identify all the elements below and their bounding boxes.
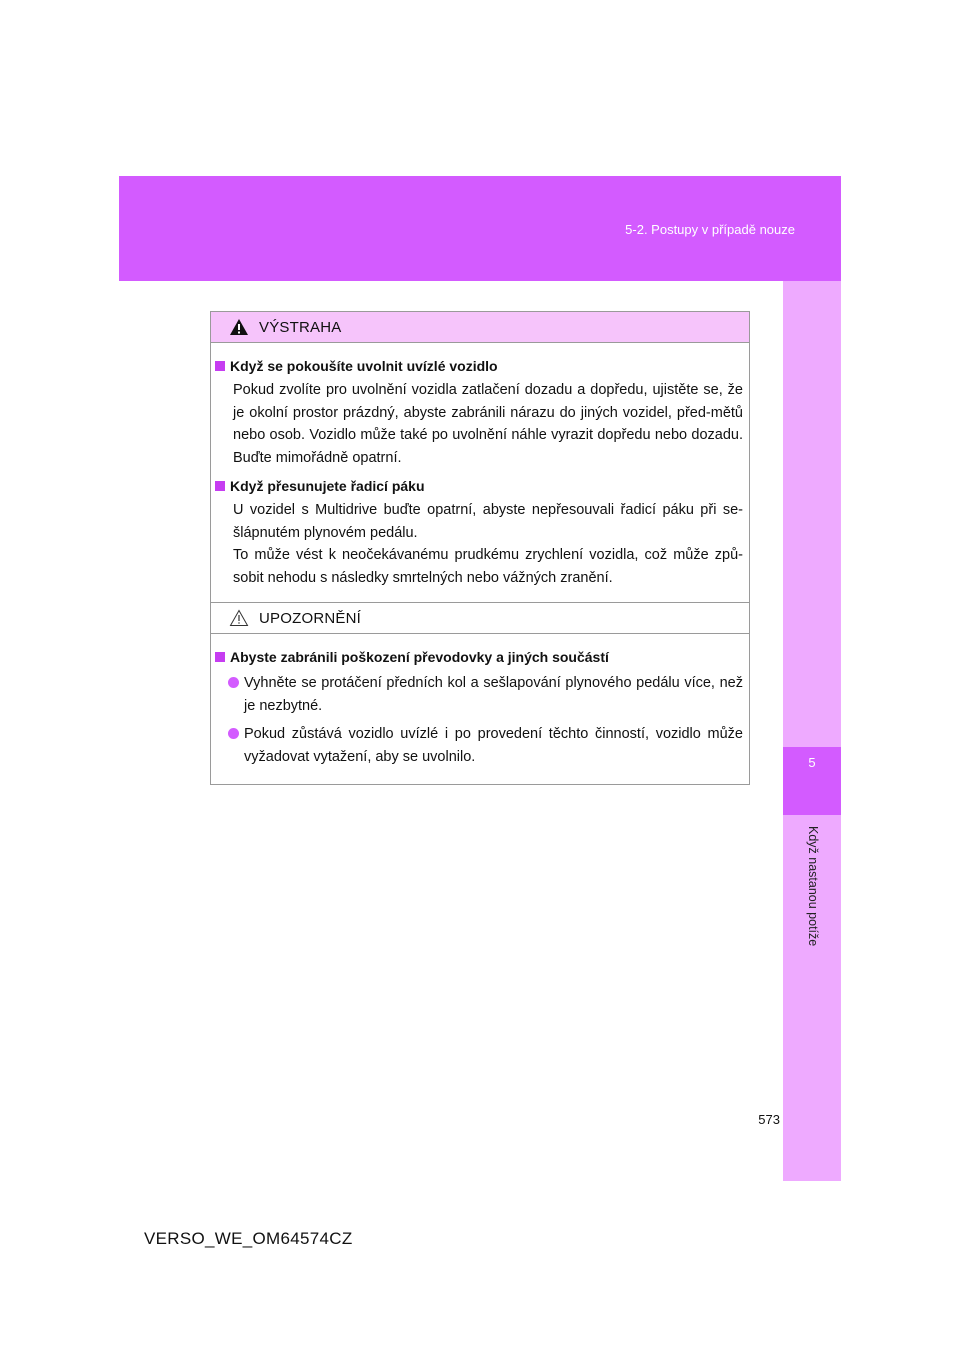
list-item xyxy=(228,723,743,768)
chapter-title: Když nastanou potíže xyxy=(806,826,820,947)
warning-heading: VÝSTRAHA xyxy=(259,318,342,336)
list-item-text: Vyhněte se protáčení předních kol a sešlapování plynového pedálu více, než je nezbytné. xyxy=(244,675,743,714)
warning-box-header xyxy=(211,312,749,343)
circle-bullet-icon xyxy=(228,677,239,688)
square-bullet-icon xyxy=(215,481,225,491)
caution-outline-icon xyxy=(229,609,249,627)
warning-item-text: To může vést k neočekávanému prudkému zrychlení vozidla, což může způ-sobit nehodu s následky smrtelných nebo vážných zranění. xyxy=(233,547,743,586)
warning-item-title xyxy=(215,355,743,377)
header-band xyxy=(119,176,841,281)
caution-item-title-text: Abyste zabránili poškození převodovky a jiných součástí xyxy=(230,649,609,665)
list-item-text: Pokud zůstává vozidlo uvízlé i po provedení těchto činností, vozidlo může vyžadovat vytažení, aby se uvolnilo. xyxy=(244,726,743,765)
circle-bullet-icon xyxy=(228,728,239,739)
square-bullet-icon xyxy=(215,361,225,371)
warning-item-title-text: Když přesunujete řadicí páku xyxy=(230,478,425,494)
caution-box xyxy=(210,602,750,785)
caution-box-header xyxy=(211,603,749,634)
warning-item-title xyxy=(215,475,743,497)
caution-box-body xyxy=(211,634,749,784)
warning-box xyxy=(210,311,750,606)
chapter-number-box xyxy=(783,747,841,815)
document-code: VERSO_WE_OM64574CZ xyxy=(144,1229,353,1248)
list-item xyxy=(228,672,743,717)
warning-filled-icon xyxy=(229,318,249,336)
caution-item-title xyxy=(215,646,743,668)
caution-heading: UPOZORNĚNÍ xyxy=(259,609,362,627)
chapter-side-tab xyxy=(783,281,841,1181)
section-title: 5-2. Postupy v případě nouze xyxy=(625,222,795,237)
warning-item-text: Pokud zvolíte pro uvolnění vozidla zatlačení dozadu a dopředu, ujistěte se, že je okolní prostor prázdný, abyste zabránili nárazu do jiných vozidel, před-mětů nebo osob. Vozidlo může také po uvolnění náhle vyrazit dopředu nebo dozadu. Buďte mimořádně opatrní. xyxy=(233,382,743,466)
chapter-number: 5 xyxy=(808,755,816,770)
warning-item-title-text: Když se pokoušíte uvolnit uvízlé vozidlo xyxy=(230,358,498,374)
square-bullet-icon xyxy=(215,652,225,662)
warning-item-text: U vozidel s Multidrive buďte opatrní, abyste nepřesouvali řadicí páku při se-šlápnutém plynovém pedálu. xyxy=(233,502,743,541)
warning-box-body xyxy=(211,343,749,605)
page-number: 573 xyxy=(758,1112,780,1127)
